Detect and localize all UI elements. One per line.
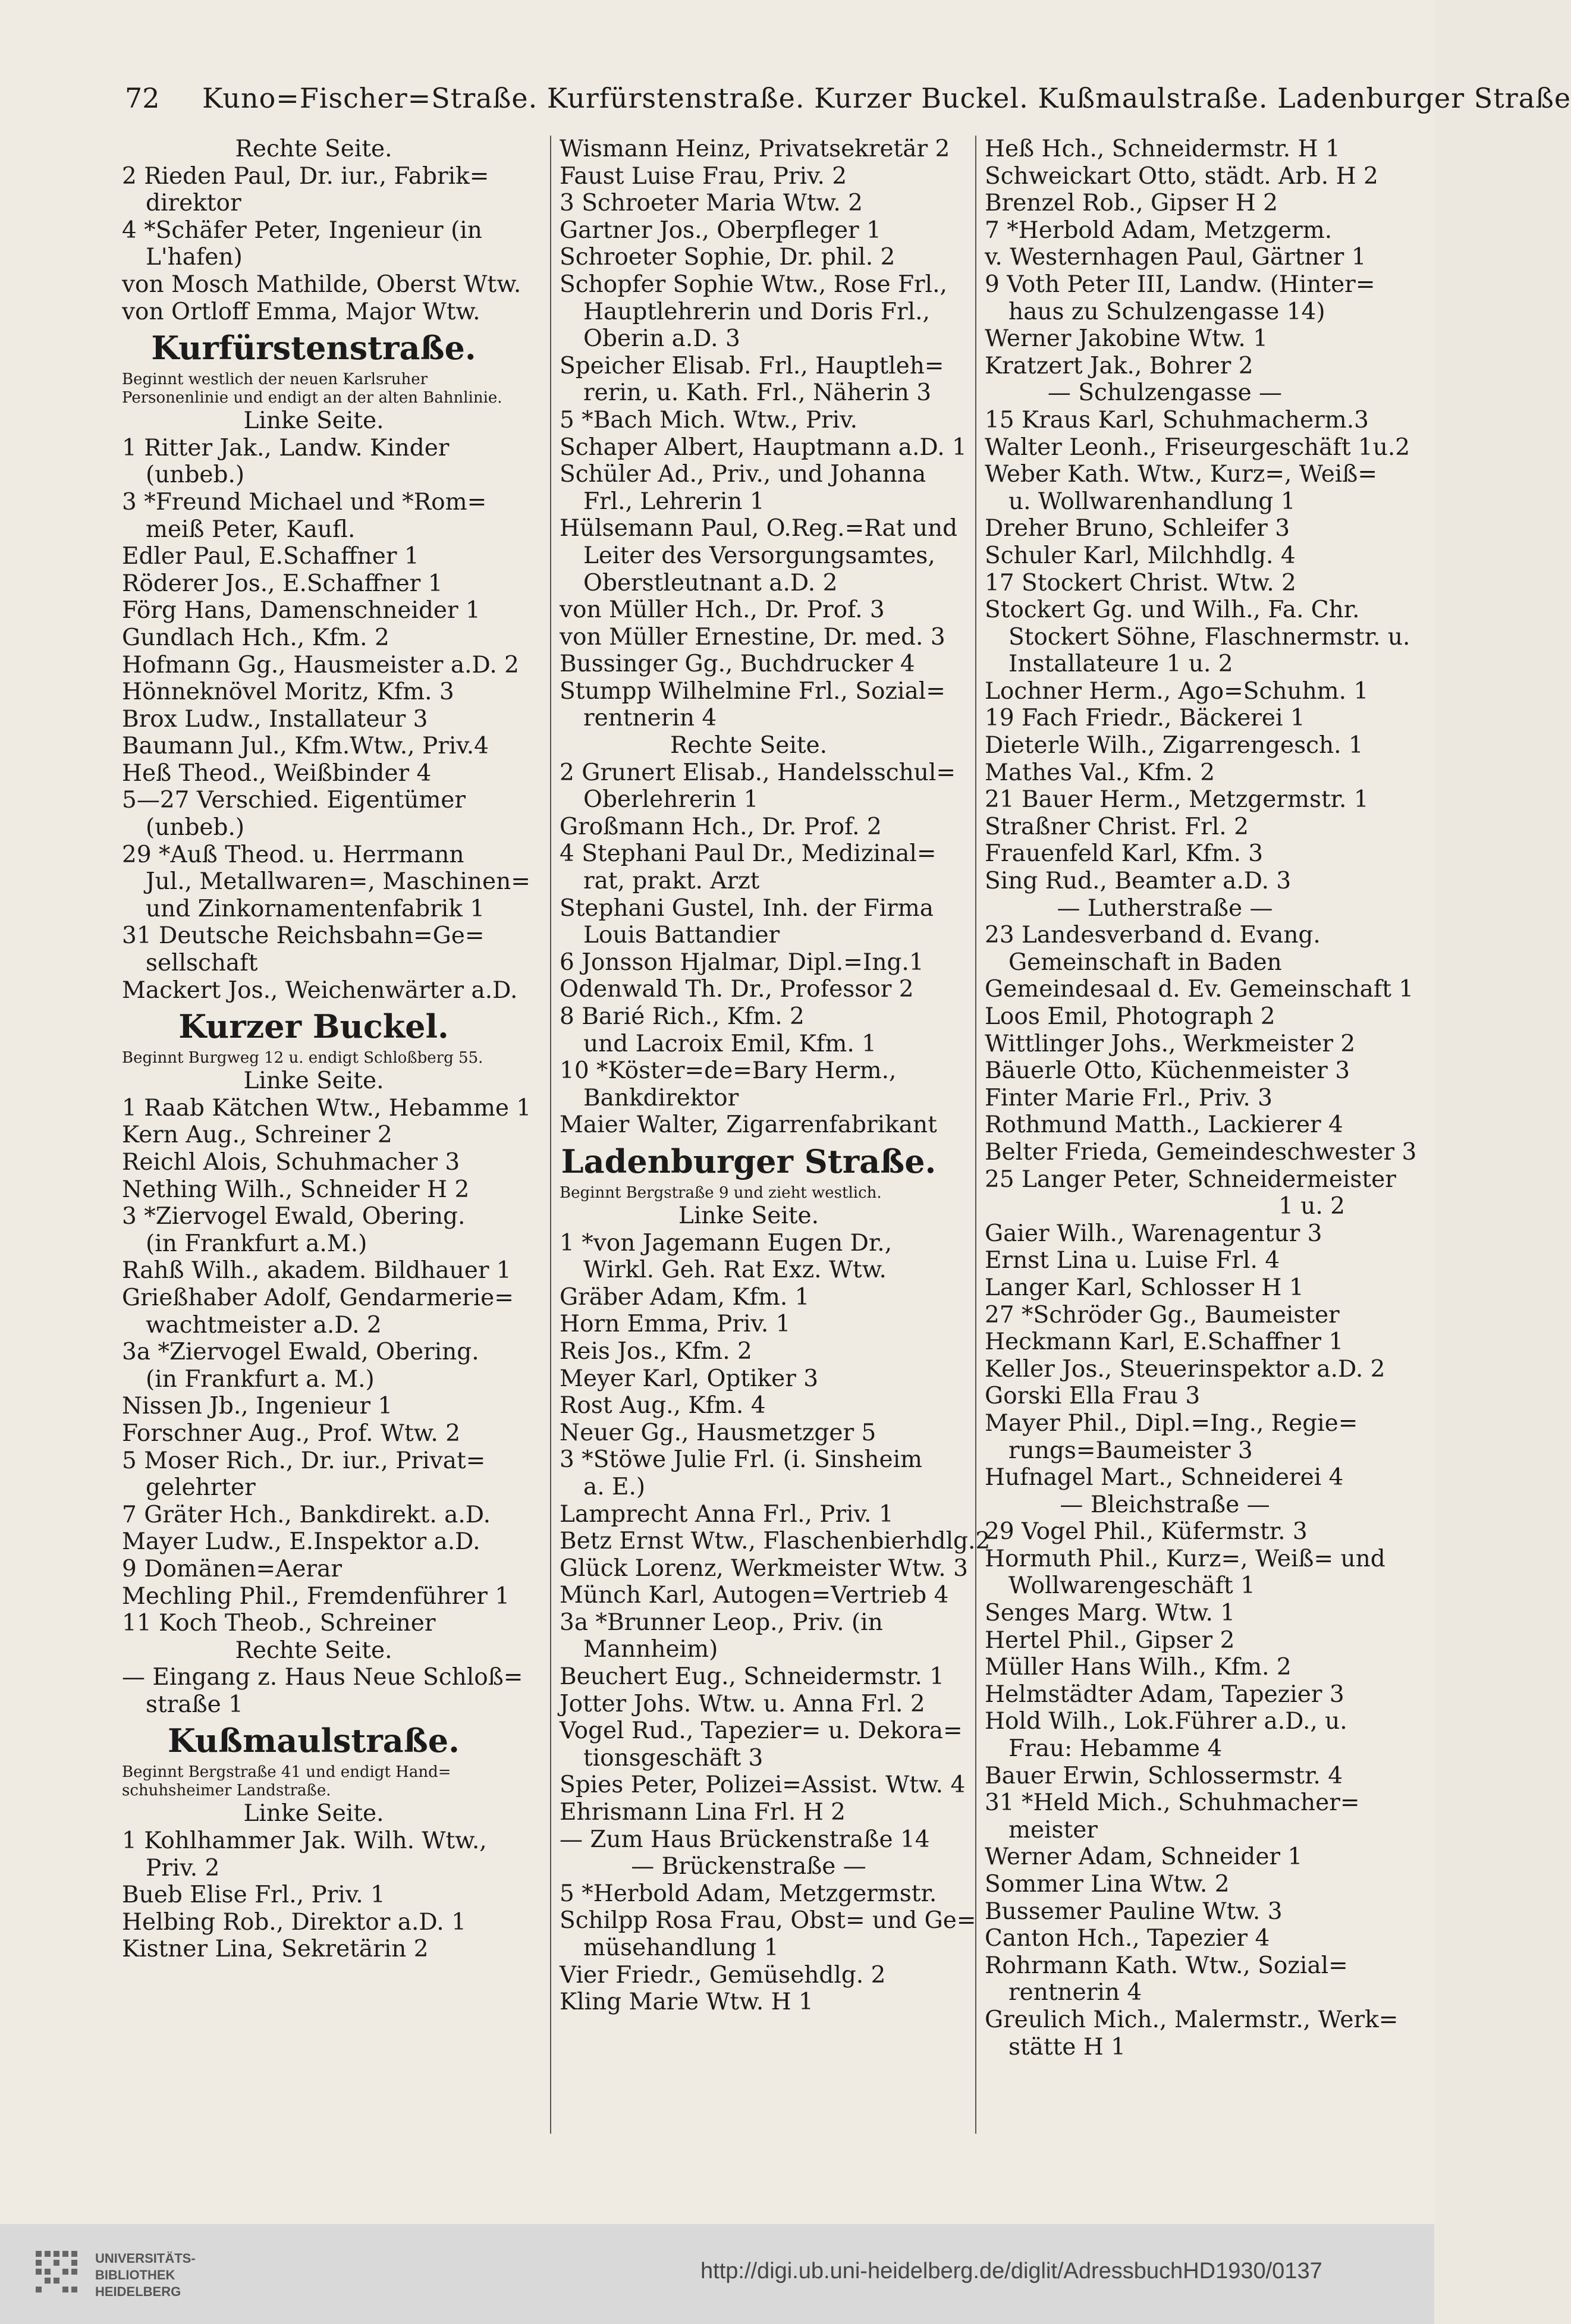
directory-entry-line: Gemeinschaft in Baden bbox=[1008, 949, 1282, 976]
directory-entry-line: Nething Wilh., Schneider H 2 bbox=[122, 1176, 470, 1203]
directory-entry-line: Werner Adam, Schneider 1 bbox=[985, 1844, 1303, 1871]
directory-entry-line: straße 1 bbox=[146, 1691, 243, 1718]
directory-entry-line: sellschaft bbox=[146, 950, 258, 977]
directory-entry-line: 17 Stockert Christ. Wtw. 2 bbox=[985, 569, 1296, 596]
directory-entry-line: Mayer Phil., Dipl.=Ing., Regie= bbox=[985, 1409, 1358, 1437]
directory-entry-line: 2 Rieden Paul, Dr. iur., Fabrik= bbox=[122, 162, 489, 190]
directory-entry-line: Bussinger Gg., Buchdrucker 4 bbox=[560, 651, 915, 678]
directory-entry-line: — Bleichstraße — bbox=[1060, 1491, 1270, 1518]
directory-entry-line: und Zinkornamentenfabrik 1 bbox=[146, 895, 485, 922]
directory-entry-line: Linke Seite. bbox=[243, 407, 384, 435]
directory-entry-line: Hönneknövel Moritz, Kfm. 3 bbox=[122, 679, 454, 706]
directory-entry-line: Helbing Rob., Direktor a.D. 1 bbox=[122, 1908, 466, 1936]
directory-entry-line: L'hafen) bbox=[146, 244, 243, 271]
directory-entry-line: Schopfer Sophie Wtw., Rose Frl., bbox=[560, 271, 947, 298]
directory-entry-line: 4 Stephani Paul Dr., Medizinal= bbox=[560, 840, 937, 868]
directory-entry-line: u. Wollwarenhandlung 1 bbox=[1008, 488, 1296, 515]
directory-entry-line: von Müller Hch., Dr. Prof. 3 bbox=[560, 596, 885, 624]
directory-entry-line: Heß Theod., Weißbinder 4 bbox=[122, 759, 432, 787]
directory-entry-line: 9 Voth Peter III, Landw. (Hinter= bbox=[985, 271, 1375, 298]
directory-entry-line: Gorski Ella Frau 3 bbox=[985, 1383, 1201, 1410]
street-description: Beginnt Bergstraße 41 und endigt Hand= schuhsheimer Landstraße. bbox=[122, 1763, 451, 1800]
directory-entry-line: 5—27 Verschied. Eigentümer bbox=[122, 787, 466, 814]
directory-entry-line: Beuchert Eug., Schneidermstr. 1 bbox=[560, 1663, 945, 1691]
directory-entry-line: 11 Koch Theob., Schreiner bbox=[122, 1610, 436, 1637]
directory-entry-line: Hold Wilh., Lok.Führer a.D., u. bbox=[985, 1708, 1347, 1735]
directory-entry-line: Neuer Gg., Hausmetzger 5 bbox=[560, 1419, 876, 1446]
directory-entry-line: Frauenfeld Karl, Kfm. 3 bbox=[985, 840, 1264, 868]
directory-entry-line: Gaier Wilh., Warenagentur 3 bbox=[985, 1220, 1322, 1247]
directory-entry-line: rat, prakt. Arzt bbox=[583, 868, 760, 895]
directory-entry-line: Straßner Christ. Frl. 2 bbox=[985, 813, 1249, 840]
footer-bar bbox=[0, 2224, 1434, 2324]
directory-entry-line: Ehrismann Lina Frl. H 2 bbox=[560, 1799, 846, 1826]
directory-entry-line: Rahß Wilh., akadem. Bildhauer 1 bbox=[122, 1257, 511, 1285]
directory-entry-line: Kratzert Jak., Bohrer 2 bbox=[985, 352, 1253, 379]
directory-entry-line: direktor bbox=[146, 190, 241, 217]
directory-entry-line: Spies Peter, Polizei=Assist. Wtw. 4 bbox=[560, 1772, 966, 1799]
directory-entry-line: 19 Fach Friedr., Bäckerei 1 bbox=[985, 705, 1305, 732]
directory-entry-line: 1 Ritter Jak., Landw. Kinder bbox=[122, 434, 450, 461]
directory-entry-line: Grießhaber Adolf, Gendarmerie= bbox=[122, 1284, 514, 1311]
directory-entry-line: Helmstädter Adam, Tapezier 3 bbox=[985, 1681, 1344, 1708]
directory-entry-line: Schroeter Sophie, Dr. phil. 2 bbox=[560, 244, 896, 271]
directory-entry-line: Schüler Ad., Priv., und Johanna bbox=[560, 461, 926, 488]
directory-entry-line: Hertel Phil., Gipser 2 bbox=[985, 1626, 1235, 1654]
directory-entry-line: Stockert Söhne, Flaschnermstr. u. bbox=[1008, 623, 1410, 651]
street-heading: Ladenburger Straße. bbox=[561, 1142, 937, 1180]
directory-entry-line: Müller Hans Wilh., Kfm. 2 bbox=[985, 1654, 1292, 1681]
directory-entry-line: Werner Jakobine Wtw. 1 bbox=[985, 325, 1268, 353]
directory-entry-line: Rohrmann Kath. Wtw., Sozial= bbox=[985, 1952, 1348, 1979]
directory-entry-line: und Lacroix Emil, Kfm. 1 bbox=[583, 1030, 876, 1057]
directory-entry-line: tionsgeschäft 3 bbox=[583, 1744, 763, 1772]
directory-entry-line: Bussemer Pauline Wtw. 3 bbox=[985, 1898, 1283, 1925]
directory-entry-line: 27 *Schröder Gg., Baumeister bbox=[985, 1301, 1340, 1329]
directory-entry-line: Münch Karl, Autogen=Vertrieb 4 bbox=[560, 1582, 949, 1609]
directory-entry-line: Bankdirektor bbox=[583, 1084, 739, 1111]
directory-entry-line: Bäuerle Otto, Küchenmeister 3 bbox=[985, 1057, 1350, 1085]
directory-entry-line: Hofmann Gg., Hausmeister a.D. 2 bbox=[122, 651, 519, 679]
directory-entry-line: 8 Barié Rich., Kfm. 2 bbox=[560, 1003, 805, 1030]
directory-entry-line: rerin, u. Kath. Frl., Näherin 3 bbox=[583, 379, 932, 407]
directory-entry-line: 31 Deutsche Reichsbahn=Ge= bbox=[122, 922, 485, 950]
library-name bbox=[95, 2250, 196, 2300]
directory-entry-line: Hülsemann Paul, O.Reg.=Rat und bbox=[560, 515, 958, 542]
street-description: Beginnt Bergstraße 9 und zieht westlich. bbox=[560, 1183, 882, 1202]
directory-entry-line: Linke Seite. bbox=[243, 1067, 384, 1095]
directory-entry-line: 1 Kohlhammer Jak. Wilh. Wtw., bbox=[122, 1827, 487, 1855]
directory-entry-line: Rechte Seite. bbox=[235, 136, 392, 162]
directory-entry-line: meiß Peter, Kaufl. bbox=[146, 516, 356, 543]
directory-entry-line: 31 *Held Mich., Schuhmacher= bbox=[985, 1789, 1360, 1817]
directory-entry-line: Walter Leonh., Friseurgeschäft 1u.2 bbox=[985, 434, 1410, 461]
directory-entry-line: Gartner Jos., Oberpfleger 1 bbox=[560, 216, 881, 244]
directory-entry-line: Gundlach Hch., Kfm. 2 bbox=[122, 624, 389, 651]
directory-entry-line: rentnerin 4 bbox=[1008, 1979, 1142, 2006]
directory-entry-line: Bueb Elise Frl., Priv. 1 bbox=[122, 1882, 385, 1909]
directory-entry-line: Schaper Albert, Hauptmann a.D. 1 bbox=[560, 434, 967, 461]
directory-entry-line: 5 *Herbold Adam, Metzgermstr. bbox=[560, 1880, 937, 1907]
directory-entry-line: gelehrter bbox=[146, 1474, 256, 1502]
directory-entry-line: müsehandlung 1 bbox=[583, 1934, 779, 1961]
directory-entry-line: Canton Hch., Tapezier 4 bbox=[985, 1925, 1270, 1952]
directory-entry-line: 25 Langer Peter, Schneidermeister bbox=[985, 1166, 1396, 1193]
directory-entry-line: Gemeindesaal d. Ev. Gemeinschaft 1 bbox=[985, 976, 1414, 1003]
directory-entry-line: Lamprecht Anna Frl., Priv. 1 bbox=[560, 1500, 894, 1528]
directory-entry-line: Mackert Jos., Weichenwärter a.D. bbox=[122, 976, 518, 1004]
page-header bbox=[125, 82, 1571, 124]
directory-entry-line: Mayer Ludw., E.Inspektor a.D. bbox=[122, 1528, 480, 1556]
column-3 bbox=[975, 136, 1417, 2134]
directory-entry-line: Mechling Phil., Fremdenführer 1 bbox=[122, 1582, 510, 1610]
directory-entry-line: Wollwarengeschäft 1 bbox=[1008, 1572, 1255, 1600]
directory-entry-line: Rost Aug., Kfm. 4 bbox=[560, 1392, 766, 1419]
directory-entry-line: Langer Karl, Schlosser H 1 bbox=[985, 1274, 1304, 1301]
directory-entry-line: 3 *Ziervogel Ewald, Obering. bbox=[122, 1203, 466, 1230]
directory-entry-line: — Zum Haus Brückenstraße 14 bbox=[560, 1826, 930, 1853]
directory-entry-line: rentnerin 4 bbox=[583, 705, 717, 732]
directory-entry-line: Greulich Mich., Malermstr., Werk= bbox=[985, 2006, 1399, 2033]
directory-entry-line: Rechte Seite. bbox=[235, 1637, 392, 1664]
directory-entry-line: von Mosch Mathilde, Oberst Wtw. bbox=[122, 271, 521, 298]
directory-entry-line: Frau: Hebamme 4 bbox=[1008, 1735, 1223, 1763]
directory-entry-line: Lochner Herm., Ago=Schuhm. 1 bbox=[985, 677, 1369, 705]
directory-entry-line: Rechte Seite. bbox=[670, 732, 827, 759]
directory-entry-line: Heß Hch., Schneidermstr. H 1 bbox=[985, 136, 1340, 162]
street-heading: Kußmaulstraße. bbox=[168, 1722, 460, 1760]
directory-entry-line: Brox Ludw., Installateur 3 bbox=[122, 705, 428, 733]
directory-entry-line: Faust Luise Frau, Priv. 2 bbox=[560, 162, 847, 190]
directory-entry-line: Linke Seite. bbox=[678, 1202, 819, 1229]
directory-entry-line: Oberlehrerin 1 bbox=[583, 786, 759, 814]
directory-entry-line: (in Frankfurt a. M.) bbox=[146, 1365, 375, 1393]
directory-entry-line: Vogel Rud., Tapezier= u. Dekora= bbox=[560, 1717, 963, 1745]
directory-entry-line: Mathes Val., Kfm. 2 bbox=[985, 759, 1215, 786]
directory-entry-line: Loos Emil, Photograph 2 bbox=[985, 1003, 1275, 1030]
directory-entry-line: von Ortloff Emma, Major Wtw. bbox=[122, 298, 480, 325]
directory-entry-line: 1 *von Jagemann Eugen Dr., bbox=[560, 1229, 893, 1257]
directory-entry-line: Wittlinger Johs., Werkmeister 2 bbox=[985, 1030, 1356, 1057]
directory-entry-line: Edler Paul, E.Schaffner 1 bbox=[122, 543, 419, 570]
directory-entry-line: a. E.) bbox=[583, 1473, 646, 1500]
directory-entry-line: Hufnagel Mart., Schneiderei 4 bbox=[985, 1464, 1344, 1491]
directory-entry-line: Meyer Karl, Optiker 3 bbox=[560, 1365, 819, 1392]
directory-entry-line: 7 Gräter Hch., Bankdirekt. a.D. bbox=[122, 1501, 491, 1528]
directory-entry-line: Mannheim) bbox=[583, 1636, 718, 1663]
directory-entry-line: Stumpp Wilhelmine Frl., Sozial= bbox=[560, 677, 945, 705]
directory-entry-line: Linke Seite. bbox=[243, 1800, 384, 1827]
directory-entry-line: Förg Hans, Damenschneider 1 bbox=[122, 597, 480, 624]
directory-entry-line: Heckmann Karl, E.Schaffner 1 bbox=[985, 1329, 1344, 1356]
directory-entry-line: 29 Vogel Phil., Küfermstr. 3 bbox=[985, 1518, 1308, 1546]
street-heading: Kurfürstenstraße. bbox=[151, 329, 476, 368]
directory-entry-line: 5 *Bach Mich. Wtw., Priv. bbox=[560, 406, 858, 434]
directory-entry-line: Dieterle Wilh., Zigarrengesch. 1 bbox=[985, 732, 1363, 759]
directory-entry-line: stätte H 1 bbox=[1008, 2033, 1126, 2061]
street-description: Beginnt westlich der neuen Karlsruher Personenlinie und endigt an der alten Bahnlinie. bbox=[122, 370, 502, 407]
directory-entry-line: 29 *Auß Theod. u. Herrmann bbox=[122, 841, 464, 868]
directory-entry-line: Kern Aug., Schreiner 2 bbox=[122, 1122, 392, 1149]
directory-entry-line: (in Frankfurt a.M.) bbox=[146, 1230, 367, 1257]
directory-entry-line: Stephani Gustel, Inh. der Firma bbox=[560, 894, 934, 922]
directory-entry-line: Wismann Heinz, Privatsekretär 2 bbox=[560, 136, 950, 162]
directory-entry-line: Großmann Hch., Dr. Prof. 2 bbox=[560, 813, 882, 840]
directory-entry-line: 1 Raab Kätchen Wtw., Hebamme 1 bbox=[122, 1094, 532, 1122]
directory-entry-line: Brenzel Rob., Gipser H 2 bbox=[985, 190, 1278, 217]
directory-entry-line: Frl., Lehrerin 1 bbox=[583, 488, 765, 515]
directory-entry-line: 6 Jonsson Hjalmar, Dipl.=Ing.1 bbox=[560, 949, 924, 976]
directory-entry-line: Reis Jos., Kfm. 2 bbox=[560, 1337, 752, 1365]
directory-entry-line: Röderer Jos., E.Schaffner 1 bbox=[122, 570, 443, 597]
running-title: Kuno=Fischer=Straße. Kurfürstenstraße. Kurzer Buckel. Kußmaulstraße. Ladenburger Straße bbox=[202, 82, 1571, 114]
directory-entry-line: Glück Lorenz, Werkmeister Wtw. 3 bbox=[560, 1554, 968, 1582]
street-description: Beginnt Burgweg 12 u. endigt Schloßberg 55. bbox=[122, 1049, 483, 1067]
page-number: 72 bbox=[125, 82, 160, 114]
directory-entry-line: Speicher Elisab. Frl., Hauptleh= bbox=[560, 352, 944, 379]
library-name-line: HEIDELBERG bbox=[95, 2284, 181, 2299]
directory-entry-line: Ernst Lina u. Luise Frl. 4 bbox=[985, 1247, 1280, 1274]
directory-entry-line: — Eingang z. Haus Neue Schloß= bbox=[122, 1664, 523, 1691]
directory-entry-line: (unbeb.) bbox=[146, 461, 245, 489]
directory-entry-line: 23 Landesverband d. Evang. bbox=[985, 922, 1321, 949]
directory-entry-line: 4 *Schäfer Peter, Ingenieur (in bbox=[122, 216, 482, 244]
directory-entry-line: 3a *Brunner Leop., Priv. (in bbox=[560, 1609, 883, 1636]
directory-entry-line: Vier Friedr., Gemüsehdlg. 2 bbox=[560, 1961, 886, 1989]
directory-entry-line: Dreher Bruno, Schleifer 3 bbox=[985, 515, 1290, 542]
directory-entry-line: Wirkl. Geh. Rat Exz. Wtw. bbox=[583, 1257, 887, 1284]
directory-entry-line: Sing Rud., Beamter a.D. 3 bbox=[985, 868, 1292, 895]
directory-entry-line: — Brückenstraße — bbox=[631, 1853, 866, 1880]
directory-entry-line: Oberstleutnant a.D. 2 bbox=[583, 569, 838, 596]
directory-entry-line: Stockert Gg. und Wilh., Fa. Chr. bbox=[985, 596, 1360, 624]
directory-entry-line: Keller Jos., Steuerinspektor a.D. 2 bbox=[985, 1355, 1385, 1383]
directory-entry-line: Odenwald Th. Dr., Professor 2 bbox=[560, 976, 914, 1003]
library-name-line: UNIVERSITÄTS- bbox=[95, 2251, 196, 2266]
directory-entry-line: 1 u. 2 bbox=[1278, 1193, 1345, 1220]
university-seal-icon bbox=[33, 2248, 86, 2301]
directory-entry-line: Hauptlehrerin und Doris Frl., bbox=[583, 298, 930, 325]
directory-entry-line: Reichl Alois, Schuhmacher 3 bbox=[122, 1149, 460, 1176]
directory-entry-line: 7 *Herbold Adam, Metzgerm. bbox=[985, 216, 1333, 244]
directory-entry-line: Schilpp Rosa Frau, Obst= und Ge= bbox=[560, 1907, 976, 1934]
directory-entry-line: Sommer Lina Wtw. 2 bbox=[985, 1871, 1230, 1898]
directory-entry-line: Louis Battandier bbox=[583, 922, 780, 949]
directory-entry-line: Jul., Metallwaren=, Maschinen= bbox=[146, 868, 530, 896]
directory-entry-line: — Lutherstraße — bbox=[1057, 894, 1273, 922]
directory-entry-line: v. Westernhagen Paul, Gärtner 1 bbox=[985, 244, 1366, 271]
directory-entry-line: haus zu Schulzengasse 14) bbox=[1008, 298, 1325, 325]
directory-entry-line: Finter Marie Frl., Priv. 3 bbox=[985, 1084, 1272, 1111]
directory-entry-line: Kling Marie Wtw. H 1 bbox=[560, 1989, 813, 2016]
directory-entry-line: Leiter des Versorgungsamtes, bbox=[583, 542, 935, 569]
directory-entry-line: Kistner Lina, Sekretärin 2 bbox=[122, 1936, 429, 1963]
directory-entry-line: Rothmund Matth., Lackierer 4 bbox=[985, 1111, 1343, 1139]
directory-entry-line: von Müller Ernestine, Dr. med. 3 bbox=[560, 623, 945, 651]
directory-entry-line: Senges Marg. Wtw. 1 bbox=[985, 1600, 1236, 1627]
directory-entry-line: Schuler Karl, Milchhdlg. 4 bbox=[985, 542, 1296, 569]
directory-entry-line: 3 *Stöwe Julie Frl. (i. Sinsheim bbox=[560, 1446, 923, 1474]
directory-entry-line: 10 *Köster=de=Bary Herm., bbox=[560, 1057, 897, 1085]
directory-entry-line: Baumann Jul., Kfm.Wtw., Priv.4 bbox=[122, 733, 489, 760]
street-heading: Kurzer Buckel. bbox=[178, 1007, 449, 1046]
directory-entry-line: rungs=Baumeister 3 bbox=[1008, 1437, 1253, 1464]
directory-entry-line: Oberin a.D. 3 bbox=[583, 325, 740, 353]
directory-entry-line: Forschner Aug., Prof. Wtw. 2 bbox=[122, 1419, 461, 1447]
directory-entry-line: 2 Grunert Elisab., Handelsschul= bbox=[560, 759, 956, 786]
directory-entry-line: meister bbox=[1008, 1816, 1098, 1844]
directory-entry-line: Schweickart Otto, städt. Arb. H 2 bbox=[985, 162, 1378, 190]
directory-entry-line: Weber Kath. Wtw., Kurz=, Weiß= bbox=[985, 461, 1377, 488]
directory-entry-line: Bauer Erwin, Schlossermstr. 4 bbox=[985, 1762, 1343, 1789]
directory-entry-line: 21 Bauer Herm., Metzgermstr. 1 bbox=[985, 786, 1369, 814]
directory-entry-line: Jotter Johs. Wtw. u. Anna Frl. 2 bbox=[560, 1690, 925, 1717]
directory-entry-line: Horn Emma, Priv. 1 bbox=[560, 1311, 791, 1338]
library-name-line: BIBLIOTHEK bbox=[95, 2268, 175, 2282]
column-2 bbox=[550, 136, 991, 2134]
directory-entry-line: Nissen Jb., Ingenieur 1 bbox=[122, 1393, 393, 1420]
directory-entry-line: 3 Schroeter Maria Wtw. 2 bbox=[560, 190, 863, 217]
directory-entry-line: 9 Domänen=Aerar bbox=[122, 1555, 342, 1582]
directory-entry-line: 3a *Ziervogel Ewald, Obering. bbox=[122, 1339, 479, 1366]
column-1 bbox=[122, 136, 532, 2134]
directory-entry-line: (unbeb.) bbox=[146, 814, 245, 841]
directory-entry-line: Belter Frieda, Gemeindeschwester 3 bbox=[985, 1138, 1417, 1166]
directory-entry-line: Gräber Adam, Kfm. 1 bbox=[560, 1283, 810, 1311]
directory-entry-line: 15 Kraus Karl, Schuhmacherm.3 bbox=[985, 406, 1369, 434]
directory-entry-line: wachtmeister a.D. 2 bbox=[146, 1311, 382, 1339]
directory-entry-line: Maier Walter, Zigarrenfabrikant bbox=[560, 1111, 937, 1139]
directory-entry-line: 3 *Freund Michael und *Rom= bbox=[122, 488, 487, 516]
directory-entry-line: 5 Moser Rich., Dr. iur., Privat= bbox=[122, 1447, 486, 1474]
directory-entry-line: Installateure 1 u. 2 bbox=[1008, 651, 1233, 678]
directory-entry-line: Betz Ernst Wtw., Flaschenbierhdlg.2 bbox=[560, 1528, 991, 1555]
source-url-link[interactable]: http://digi.ub.uni-heidelberg.de/diglit/AdressbuchHD1930/0137 bbox=[700, 2259, 1322, 2284]
directory-entry-line: Hormuth Phil., Kurz=, Weiß= und bbox=[985, 1545, 1385, 1572]
directory-entry-line: Priv. 2 bbox=[146, 1854, 220, 1882]
directory-entry-line: — Schulzengasse — bbox=[1047, 379, 1283, 407]
